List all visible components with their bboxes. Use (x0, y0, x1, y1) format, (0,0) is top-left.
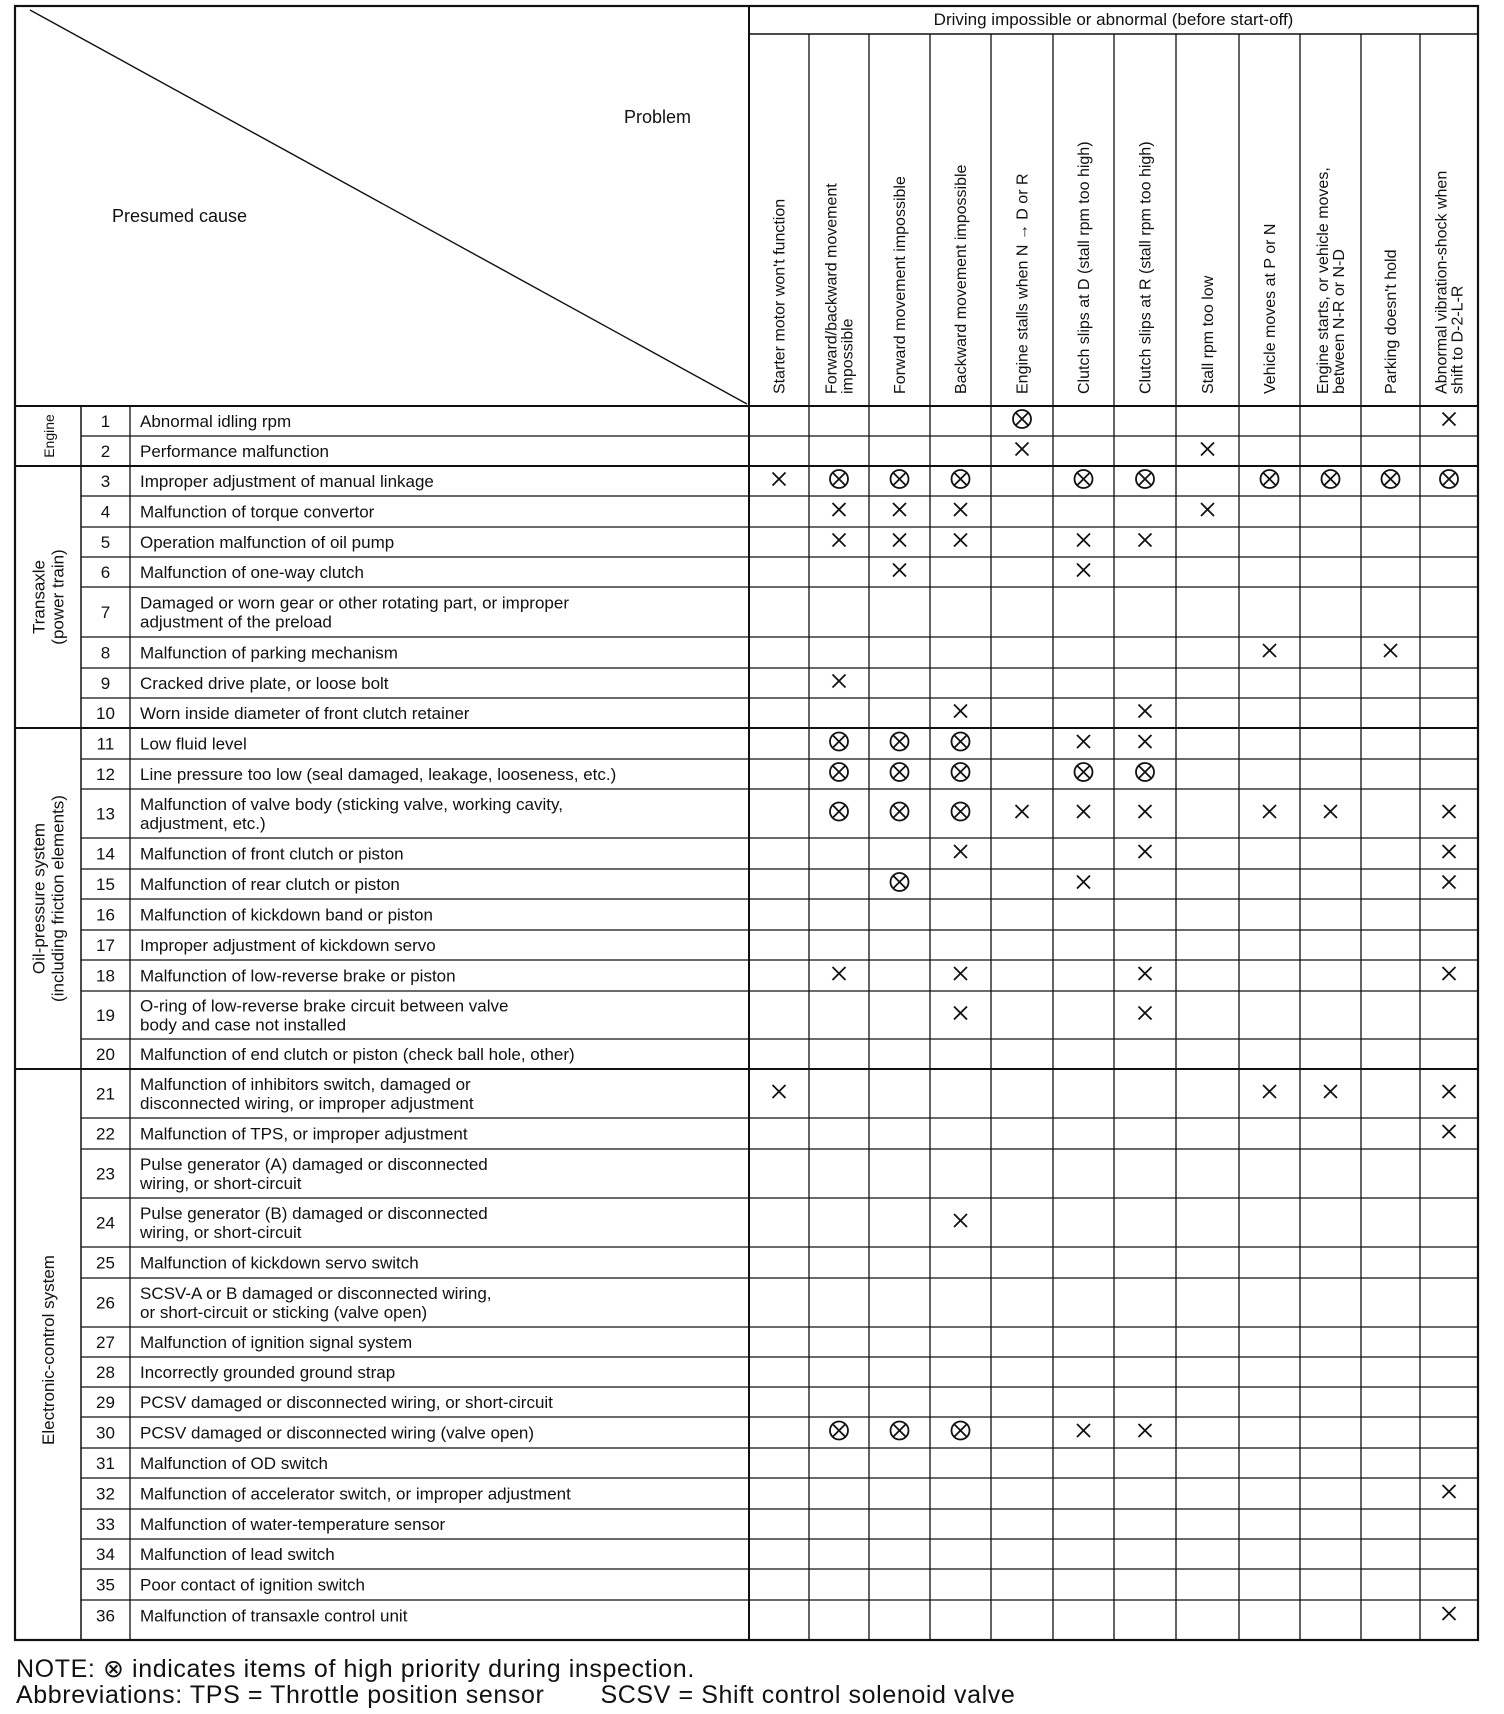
cross-mark-icon (893, 564, 906, 577)
cross-mark-icon (954, 705, 967, 718)
column-header-line: Engine stalls when N → D or R (1014, 173, 1032, 394)
row-number: 30 (96, 1423, 115, 1443)
cross-mark-icon (1139, 845, 1152, 858)
cross-mark-icon (1139, 705, 1152, 718)
group-label-line: Engine (41, 414, 57, 458)
cross-mark-icon (1263, 805, 1276, 818)
column-header (1434, 171, 1467, 394)
column-header-line: Stall rpm too low (1200, 275, 1217, 394)
cause-text: Malfunction of parking mechanism (140, 643, 398, 663)
cause-text: Performance malfunction (140, 442, 329, 461)
row-number: 26 (96, 1293, 115, 1313)
row-number: 19 (96, 1006, 115, 1025)
cause-text: Malfunction of lead switch (140, 1545, 335, 1564)
presumed-cause-label: Presumed cause (112, 206, 248, 226)
high-priority-mark-icon (1261, 470, 1279, 488)
cross-mark-icon (1443, 413, 1456, 426)
cross-mark-icon (1443, 1085, 1456, 1098)
cause-text: Line pressure too low (seal damaged, leakage, looseness, etc.) (140, 765, 617, 784)
cross-mark-icon (1443, 1607, 1456, 1620)
abbreviation-scsv: SCSV = Shift control solenoid valve (600, 1681, 1016, 1709)
row-number: 24 (96, 1213, 115, 1233)
high-priority-mark-icon (891, 470, 909, 488)
cause-text: Improper adjustment of kickdown servo (140, 936, 436, 955)
high-priority-mark-icon (891, 1422, 909, 1440)
row-number: 23 (96, 1164, 115, 1184)
column-header (1315, 167, 1348, 394)
column-header (1076, 141, 1093, 394)
cross-mark-icon (893, 503, 906, 516)
column-header (1262, 224, 1279, 394)
cause-text: Incorrectly grounded ground strap (140, 1363, 396, 1382)
cause-text: O-ring of low-reverse brake circuit between valve (140, 996, 509, 1016)
row-number: 6 (100, 563, 111, 582)
cross-mark-icon (954, 1007, 967, 1020)
row-number: 9 (100, 674, 111, 693)
cause-text: Pulse generator (B) damaged or disconnected (140, 1204, 488, 1223)
cross-mark-icon (1077, 876, 1090, 889)
high-priority-mark-icon (1075, 470, 1093, 488)
row-number: 36 (96, 1606, 115, 1626)
cross-mark-icon (1443, 805, 1456, 818)
cross-mark-icon (1139, 534, 1152, 547)
high-priority-mark-icon (1013, 410, 1031, 428)
row-number: 18 (96, 966, 115, 986)
cross-mark-icon (954, 967, 967, 980)
column-header-line: Clutch slips at R (stall rpm too high) (1137, 141, 1155, 394)
cause-text: Cracked drive plate, or loose bolt (140, 674, 389, 693)
row-number: 2 (100, 442, 111, 461)
cross-mark-icon (1443, 967, 1456, 980)
cause-text: Improper adjustment of manual linkage (140, 472, 434, 491)
column-header (1138, 141, 1155, 394)
cross-mark-icon (954, 534, 967, 547)
group-label-line: Oil-pressure system (29, 822, 49, 975)
cause-text: SCSV-A or B damaged or disconnected wiring, (140, 1284, 492, 1303)
high-priority-mark-icon (830, 763, 848, 781)
row-number: 27 (96, 1333, 115, 1352)
cause-text: Malfunction of water-temperature sensor (140, 1515, 446, 1534)
cross-mark-icon (1077, 1424, 1090, 1437)
cause-text: wiring, or short-circuit (140, 1174, 302, 1193)
cross-mark-icon (1324, 805, 1337, 818)
row-number: 34 (96, 1545, 115, 1564)
high-priority-symbol-icon: ⊗ (102, 1655, 125, 1683)
cause-text: Low fluid level (140, 734, 247, 754)
cross-mark-icon (1443, 1125, 1456, 1138)
cause-text: Malfunction of inhibitors switch, damaged or (140, 1075, 471, 1094)
column-header-line: Engine starts, or vehicle moves, (1315, 167, 1332, 394)
column-header (1015, 173, 1032, 394)
cross-mark-icon (954, 1214, 967, 1227)
cross-mark-icon (1443, 1485, 1456, 1498)
high-priority-mark-icon (952, 803, 970, 821)
row-number: 31 (96, 1454, 115, 1473)
group-label-line: (including friction elements) (48, 795, 68, 1002)
cause-text: Poor contact of ignition switch (140, 1575, 365, 1595)
high-priority-mark-icon (1136, 763, 1154, 781)
cross-mark-icon (833, 503, 846, 516)
row-number: 10 (96, 704, 115, 723)
cross-mark-icon (1077, 805, 1090, 818)
column-header-line: Starter motor won't function (771, 198, 789, 394)
cause-text: Malfunction of kickdown servo switch (140, 1253, 419, 1273)
cause-text: Worn inside diameter of front clutch retainer (140, 704, 470, 723)
cross-mark-icon (954, 503, 967, 516)
column-header-line: Forward movement impossible (892, 176, 909, 394)
cross-mark-icon (773, 1085, 786, 1098)
row-number: 11 (96, 734, 115, 754)
high-priority-mark-icon (830, 733, 848, 751)
row-number: 25 (96, 1253, 115, 1273)
cross-mark-icon (1139, 967, 1152, 980)
cross-mark-icon (1077, 564, 1090, 577)
column-header (772, 199, 789, 394)
cause-text: PCSV damaged or disconnected wiring, or short-circuit (140, 1393, 553, 1412)
cause-text: PCSV damaged or disconnected wiring (valve open) (140, 1423, 535, 1443)
cause-text: body and case not installed (140, 1015, 347, 1035)
column-header (892, 176, 909, 394)
cause-text: Malfunction of TPS, or improper adjustment (140, 1124, 468, 1144)
cause-text: Malfunction of valve body (sticking valve, working cavity, (140, 795, 563, 814)
cause-text: Malfunction of OD switch (140, 1454, 329, 1473)
column-header (953, 164, 970, 394)
cross-mark-icon (1139, 1424, 1152, 1437)
row-number: 5 (100, 533, 111, 552)
group-label (30, 549, 68, 644)
abbreviation-tps: Abbreviations: TPS = Throttle position sensor (16, 1681, 545, 1709)
cause-text: Operation malfunction of oil pump (140, 533, 395, 552)
row-number: 13 (96, 804, 115, 824)
cause-text: Malfunction of one-way clutch (140, 563, 364, 582)
cause-text: Malfunction of rear clutch or piston (140, 875, 400, 894)
group-title: Driving impossible or abnormal (before start-off) (933, 10, 1294, 29)
high-priority-mark-icon (952, 763, 970, 781)
cause-text: adjustment, etc.) (140, 814, 266, 833)
cross-mark-icon (1263, 1085, 1276, 1098)
cross-mark-icon (1139, 1007, 1152, 1020)
cross-mark-icon (1201, 443, 1214, 456)
cross-mark-icon (1324, 1085, 1337, 1098)
high-priority-mark-icon (891, 733, 909, 751)
row-number: 33 (96, 1515, 115, 1534)
high-priority-mark-icon (830, 1422, 848, 1440)
high-priority-mark-icon (891, 803, 909, 821)
high-priority-mark-icon (952, 1422, 970, 1440)
cross-mark-icon (1201, 503, 1214, 516)
row-number: 1 (100, 412, 111, 431)
row-number: 4 (100, 502, 111, 522)
problem-label: Problem (624, 107, 692, 127)
row-number: 20 (96, 1045, 115, 1064)
cross-mark-icon (1443, 845, 1456, 858)
cause-text: Malfunction of accelerator switch, or improper adjustment (140, 1484, 571, 1504)
high-priority-mark-icon (830, 803, 848, 821)
row-number: 14 (96, 844, 115, 864)
high-priority-mark-icon (952, 470, 970, 488)
column-header-line: shift to D-2-L-R (1449, 285, 1467, 394)
cross-mark-icon (1077, 534, 1090, 547)
cross-mark-icon (954, 845, 967, 858)
high-priority-mark-icon (1322, 470, 1340, 488)
cross-mark-icon (833, 675, 846, 688)
cause-text: Malfunction of low-reverse brake or piston (140, 966, 456, 986)
abbreviations-line (16, 1681, 1015, 1710)
column-header (1200, 275, 1217, 394)
cause-text: Malfunction of transaxle control unit (140, 1606, 408, 1626)
cause-text: Abnormal idling rpm (140, 412, 292, 431)
row-number: 17 (96, 936, 115, 955)
high-priority-mark-icon (1136, 470, 1154, 488)
column-header-line: impossible (839, 318, 857, 394)
row-number: 29 (96, 1393, 115, 1412)
row-number: 35 (96, 1575, 115, 1595)
row-number: 21 (96, 1084, 115, 1104)
row-number: 8 (100, 643, 111, 663)
column-header-line: Parking doesn't hold (1383, 249, 1400, 394)
cross-mark-icon (1077, 735, 1090, 748)
cause-text: Malfunction of torque convertor (140, 502, 375, 522)
group-label (41, 414, 57, 458)
cross-mark-icon (833, 534, 846, 547)
high-priority-mark-icon (1075, 763, 1093, 781)
row-number: 22 (96, 1124, 115, 1144)
high-priority-mark-icon (830, 470, 848, 488)
column-header (824, 183, 857, 394)
row-number: 28 (96, 1363, 115, 1382)
column-header-line: Backward movement impossible (953, 164, 970, 394)
cross-mark-icon (1443, 876, 1456, 889)
group-label (39, 1255, 58, 1445)
cross-mark-icon (1016, 805, 1029, 818)
row-number: 7 (100, 603, 111, 622)
group-label-line: Electronic-control system (39, 1255, 58, 1445)
row-number: 16 (96, 905, 115, 925)
high-priority-mark-icon (1440, 470, 1458, 488)
cause-text: Damaged or worn gear or other rotating part, or improper (140, 593, 569, 613)
cross-mark-icon (1139, 735, 1152, 748)
cause-text: adjustment of the preload (140, 612, 332, 632)
note-line (16, 1654, 695, 1684)
cause-text: disconnected wiring, or improper adjustment (140, 1094, 474, 1113)
column-header-line: Abnormal vibration-shock when (1433, 170, 1451, 394)
high-priority-mark-icon (1382, 470, 1400, 488)
note-prefix: NOTE: (16, 1655, 103, 1683)
note-text: indicates items of high priority during inspection. (124, 1655, 695, 1683)
cross-mark-icon (1263, 644, 1276, 657)
cause-text: Malfunction of front clutch or piston (140, 844, 404, 864)
group-label (30, 795, 68, 1002)
high-priority-mark-icon (952, 733, 970, 751)
column-header (1383, 250, 1400, 394)
cross-mark-icon (1139, 805, 1152, 818)
cross-mark-icon (1016, 443, 1029, 456)
cross-mark-icon (833, 967, 846, 980)
group-label-line: (power train) (48, 549, 68, 645)
group-label-line: Transaxle (29, 559, 49, 635)
row-number: 15 (96, 875, 115, 894)
high-priority-mark-icon (891, 763, 909, 781)
column-header-line: Forward/backward movement (823, 183, 841, 394)
column-header-line: Vehicle moves at P or N (1262, 223, 1279, 394)
cross-mark-icon (1384, 644, 1397, 657)
cross-mark-icon (773, 473, 786, 486)
cause-text: Malfunction of end clutch or piston (check ball hole, other) (140, 1045, 575, 1064)
row-number: 12 (96, 765, 115, 784)
column-header-line: between N-R or N-D (1331, 249, 1348, 394)
cause-text: Pulse generator (A) damaged or disconnected (140, 1155, 488, 1174)
column-header-line: Clutch slips at D (stall rpm too high) (1076, 141, 1093, 394)
cause-text: or short-circuit or sticking (valve open) (140, 1303, 428, 1322)
high-priority-mark-icon (891, 873, 909, 891)
cross-mark-icon (893, 534, 906, 547)
cause-text: Malfunction of ignition signal system (140, 1333, 413, 1352)
cause-text: wiring, or short-circuit (140, 1223, 302, 1242)
row-number: 32 (96, 1484, 115, 1504)
row-number: 3 (100, 472, 111, 491)
cause-text: Malfunction of kickdown band or piston (140, 905, 433, 925)
